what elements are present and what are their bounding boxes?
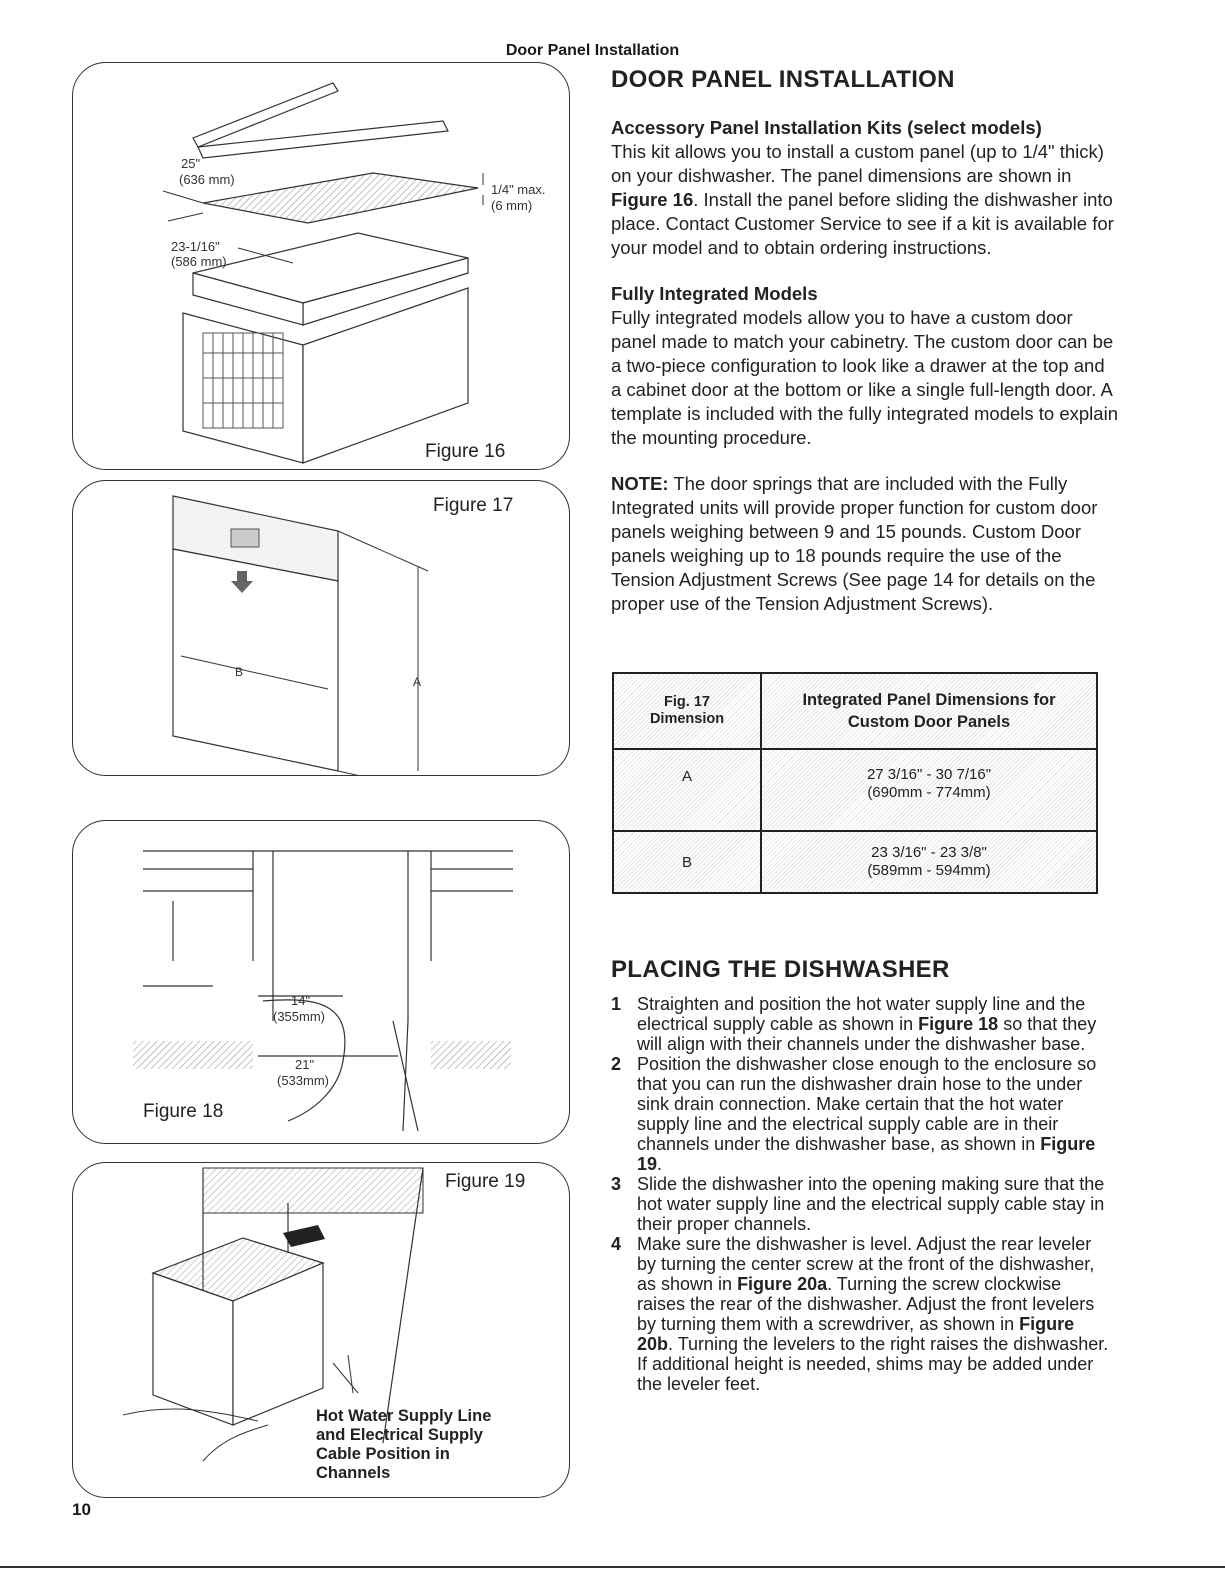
table-value-mm: (690mm - 774mm) [867, 784, 991, 801]
page-header-title: Door Panel Installation [505, 42, 680, 59]
fig17-dim-b: B [235, 665, 244, 679]
step-text: Slide the dishwasher into the opening making sure that the hot water supply line and the electrical supply cable stay in their proper channels. [637, 1174, 1105, 1234]
step-text: Make sure the dishwasher is level. Adjust the rear leveler by turning the center screw at the front of the dishwasher, as shown in [637, 1234, 1095, 1294]
note-text: The door springs that are included with the Fully Integrated units will provide proper function for custom door panels weighing between 9 and 15 pounds. Custom Door panels weighing up to 18 pounds require the use of the Tension Adjustment Screws (See page 14 for details on the proper use of the Tension Adjustment Screws). [611, 473, 1098, 614]
list-item [611, 1054, 1109, 1174]
fig16-dim-width-mm: (636 mm) [179, 172, 235, 187]
table-row [613, 749, 1097, 831]
table-row [613, 831, 1097, 893]
note-paragraph [611, 472, 1119, 616]
figure-19-label: Figure 19 [445, 1171, 526, 1192]
step-figure-ref: Figure 20a [737, 1274, 828, 1294]
fig18-dim-14-mm: (355mm) [273, 1009, 326, 1024]
step-figure-ref: Figure 18 [918, 1014, 999, 1034]
step-number: 1 [611, 994, 622, 1014]
figure-17-panel [72, 480, 570, 776]
door-panel-title: DOOR PANEL INSTALLATION [611, 66, 955, 93]
step-figure-ref: Figure 20b [637, 1314, 1075, 1354]
table-value-in: 23 3/16" - 23 3/8" [871, 844, 987, 861]
table-cell-value [761, 749, 1097, 831]
figure-16-label: Figure 16 [425, 441, 506, 462]
figure-17-label: Figure 17 [433, 495, 514, 516]
table-value-mm: (589mm - 594mm) [867, 862, 991, 879]
door-panel-section [611, 68, 1119, 616]
accessory-figure-ref: Figure 16 [611, 189, 694, 210]
figure-18-panel [72, 820, 570, 1144]
table-cell-value [761, 831, 1097, 893]
step-number: 3 [611, 1174, 622, 1194]
figure-19-caption [316, 1407, 491, 1483]
step-text: . [657, 1154, 663, 1174]
figure-19-panel [72, 1162, 570, 1498]
table-header-dimension-line-2: Dimension [649, 711, 725, 727]
list-item [611, 1234, 1109, 1394]
table-header-values-line-2: Custom Door Panels [847, 713, 1011, 731]
step-text: . Turning the levelers to the right raises the dishwasher. If additional height is needed, shims may be added under the leveler feet. [637, 1334, 1109, 1394]
fig16-dim-thick-mm: (6 mm) [491, 198, 533, 213]
fig18-dim-21: 21" [295, 1057, 315, 1072]
fig16-dim-height: 23-1/16" [171, 239, 220, 254]
figure-19-caption-line-1: Hot Water Supply Line [316, 1407, 492, 1425]
page-header [0, 42, 1225, 60]
dimensions-table [612, 672, 1098, 894]
list-item [611, 1174, 1109, 1234]
figure-16-illustration [73, 63, 569, 469]
bottom-rule [0, 1566, 1225, 1568]
accessory-text-b: . Install the panel before sliding the dishwasher into place. Contact Customer Service to see if a kit is available for your model and to obtain ordering instructions. [611, 189, 1114, 258]
step-text: . Turning the screw clockwise raises the rear of the dishwasher. Adjust the front levelers by turning them with a screwdriver, as shown in [637, 1274, 1095, 1334]
table-header-values-line-1: Integrated Panel Dimensions for [802, 691, 1056, 709]
figure-19-caption-line-2: and Electrical Supply [316, 1426, 483, 1444]
accessory-heading: Accessory Panel Installation Kits (select models) [611, 117, 1042, 138]
fig18-dim-14: 14" [291, 993, 311, 1008]
fig16-dim-height-mm: (586 mm) [171, 254, 227, 269]
step-figure-ref: Figure 19 [637, 1134, 1096, 1174]
step-text: Straighten and position the hot water supply line and the electrical supply cable as shown in [637, 994, 1086, 1034]
step-text: so that they will align with their channels under the dishwasher base. [637, 1014, 1097, 1054]
figure-19-caption-line-4: Channels [316, 1464, 391, 1482]
placing-title: PLACING THE DISHWASHER [611, 956, 950, 983]
table-header-row [613, 673, 1097, 749]
figure-16-panel [72, 62, 570, 470]
step-number: 4 [611, 1234, 622, 1254]
table-cell-dim: A [613, 749, 761, 831]
table-header-dimension-line-1: Fig. 17 [664, 694, 710, 710]
placing-section [611, 958, 1109, 1394]
figure-17-illustration [73, 481, 569, 775]
table-header-dimension [613, 673, 761, 749]
accessory-text-a: This kit allows you to install a custom panel (up to 1/4" thick) on your dishwasher. The panel dimensions are shown in [611, 141, 1104, 186]
placing-steps [611, 994, 1109, 1394]
fig17-dim-a: A [413, 675, 422, 689]
table-value-in: 27 3/16" - 30 7/16" [866, 766, 992, 783]
fig16-dim-thick: 1/4" max. [491, 182, 546, 197]
integrated-heading: Fully Integrated Models [611, 283, 818, 304]
table-cell-dim: B [613, 831, 761, 893]
page-number: 10 [72, 1500, 91, 1519]
list-item [611, 994, 1109, 1054]
note-label: NOTE: [611, 473, 669, 494]
figure-19-caption-line-3: Cable Position in [316, 1445, 450, 1463]
step-text: Position the dishwasher close enough to the enclosure so that you can run the dishwasher drain hose to the under sink drain connection. Make certain that the hot water supply line and the electrical supply cable are in their channels under the dishwasher base, as shown in [637, 1054, 1097, 1154]
table-header-values [761, 673, 1097, 749]
figure-18-illustration [73, 821, 569, 1143]
step-number: 2 [611, 1054, 622, 1074]
fig18-dim-21-mm: (533mm) [277, 1073, 330, 1088]
integrated-text: Fully integrated models allow you to have a custom door panel made to match your cabinetry. The custom door can be a two-piece configuration to look like a drawer at the top and a cabinet door at the bottom or like a single full-length door. A template is included with the fully integrated models to explain the mounting procedure. [611, 307, 1118, 448]
figure-18-label: Figure 18 [143, 1101, 224, 1122]
accessory-text [611, 140, 1119, 260]
fig16-dim-width: 25" [181, 156, 201, 171]
